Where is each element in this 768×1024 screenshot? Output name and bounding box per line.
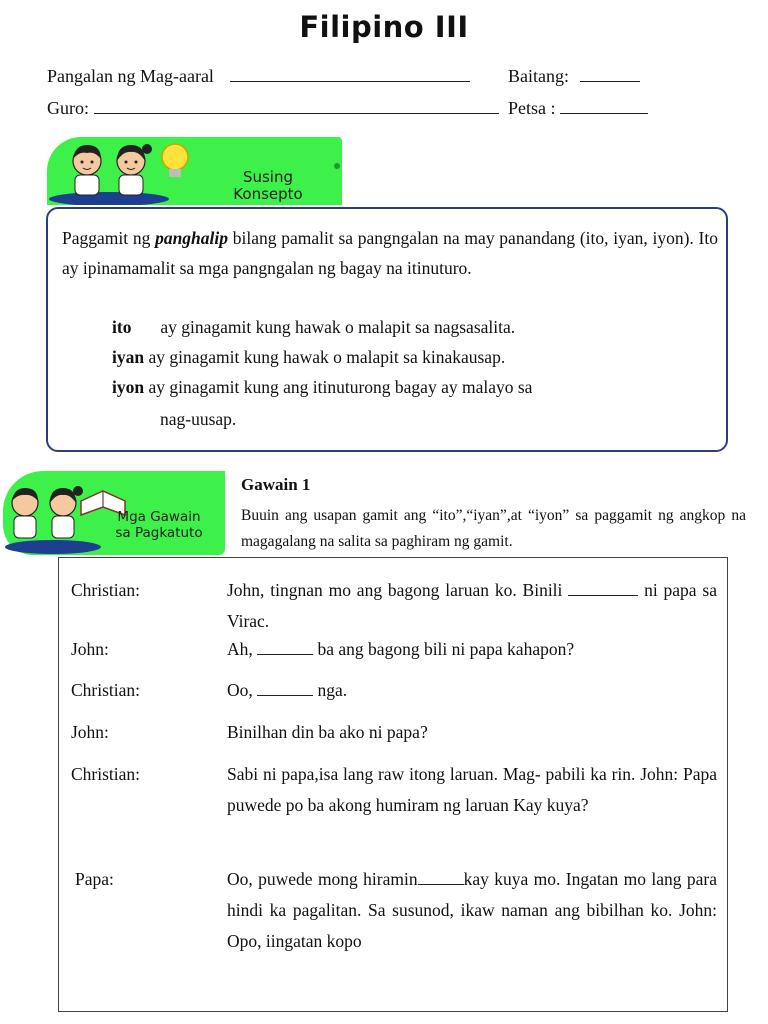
student-name-label: Pangalan ng Mag-aaral xyxy=(47,66,214,86)
date-label: Petsa : xyxy=(508,98,556,118)
mga-gawain-badge xyxy=(3,471,225,555)
date-field[interactable] xyxy=(560,98,648,114)
dialogue-line: Ah, ba ang bagong bili ni papa kahapon? xyxy=(227,639,575,659)
student-name-field[interactable] xyxy=(230,66,470,82)
dialogue-line: Sabi ni papa,isa lang raw itong laruan. Mag- pabili ka rin. John: Papa puwede po ba akong humiram ng laruan Kay kuya? xyxy=(227,764,717,815)
concept-item-ito: ito ay ginagamit kung hawak o malapit sa nagsasalita. xyxy=(112,317,516,337)
grade-row xyxy=(508,66,640,87)
dialogue-speaker: John: xyxy=(71,639,109,659)
dialogue-speaker: Papa: xyxy=(75,869,114,889)
grade-field[interactable] xyxy=(580,66,640,82)
concept-item-iyon-continuation: nag-uusap. xyxy=(160,409,237,429)
badge-dot-icon xyxy=(334,163,340,169)
dialogue-box xyxy=(58,557,728,1012)
answer-blank-2[interactable] xyxy=(257,640,313,655)
answer-blank-3[interactable] xyxy=(257,681,313,696)
student-name-row xyxy=(47,66,470,87)
concept-item-iyon: iyon ay ginagamit kung ang itinuturong bagay ay malayo sa xyxy=(112,377,533,397)
mga-gawain-label: Mga Gawain sa Pagkatuto xyxy=(115,509,203,541)
grade-label: Baitang: xyxy=(508,66,569,86)
activity-instruction: Buuin ang usapan gamit ang “ito”,“iyan”,at “iyon” sa paggamit ng angkop na magagalang na salita sa paghiram ng gamit. xyxy=(241,507,746,550)
dialogue-speaker: John: xyxy=(71,722,109,742)
teacher-field[interactable] xyxy=(94,98,499,114)
susing-konsepto-label: Susing Konsepto xyxy=(233,168,303,203)
teacher-row xyxy=(47,98,499,119)
answer-blank-1[interactable] xyxy=(568,581,638,596)
susing-konsepto-badge xyxy=(47,137,342,205)
concept-intro: Paggamit ng panghalip bilang pamalit sa pangngalan na may panandang (ito, iyan, iyon). Ito ay ipinamamalit sa mga pangngalan ng bagay na itinuturo. xyxy=(62,228,718,278)
dialogue-speaker: Christian: xyxy=(71,764,141,784)
dialogue-line: John, tingnan mo ang bagong laruan ko. Binili ni papa sa Virac. xyxy=(227,580,717,631)
answer-blank-4[interactable] xyxy=(418,870,464,885)
kids-illustration-icon xyxy=(47,137,207,205)
concept-item-iyan: iyan ay ginagamit kung hawak o malapit sa kinakausap. xyxy=(112,347,506,367)
dialogue-speaker: Christian: xyxy=(71,680,141,700)
dialogue-speaker: Christian: xyxy=(71,580,141,600)
dialogue-line: Oo, puwede mong hiramin kay kuya mo. Ingatan mo lang para hindi ka pagalitan. Sa susunod, ikaw naman ang bibilhan ko. John: Opo, iingatan kopo xyxy=(227,869,717,951)
page-title: Filipino III xyxy=(299,10,469,44)
activity-title: Gawain 1 xyxy=(241,475,311,494)
dialogue-line: Oo, nga. xyxy=(227,680,348,700)
concept-box xyxy=(46,207,728,452)
dialogue-line: Binilhan din ba ako ni papa? xyxy=(227,722,428,742)
teacher-label: Guro: xyxy=(47,98,89,118)
date-row xyxy=(508,98,648,119)
